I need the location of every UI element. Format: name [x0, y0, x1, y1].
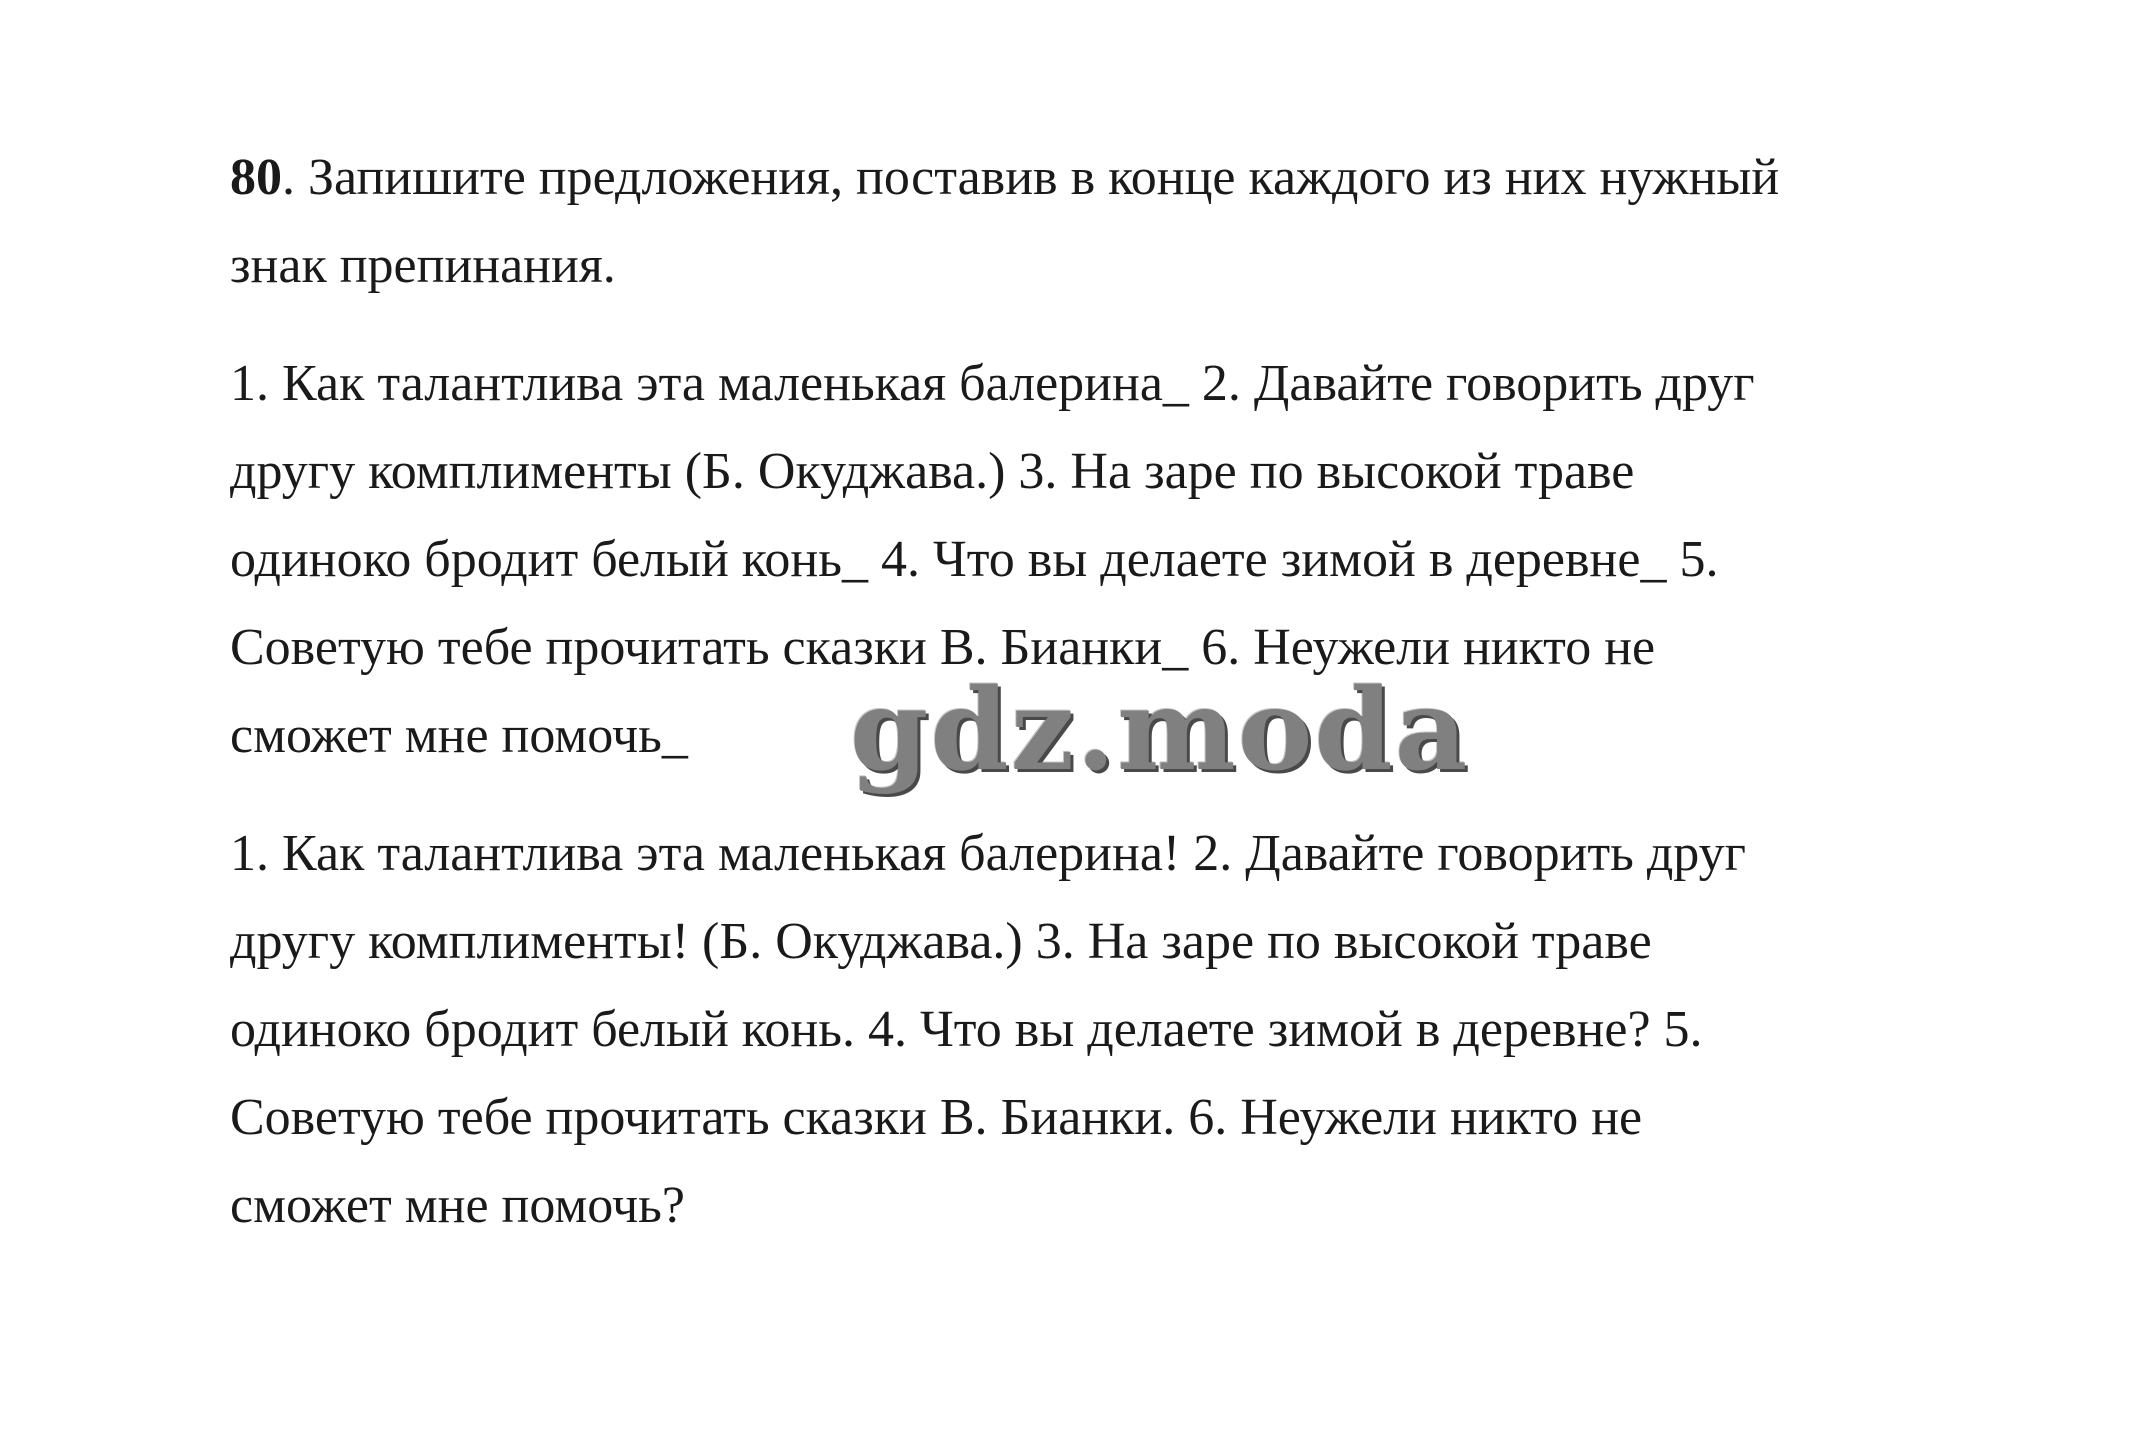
answer-line-4: Советую тебе прочитать сказки В. Бианки. 6. Неужели никто не	[230, 1089, 1643, 1146]
exercise-line-2: другу комплименты (Б. Окуджава.) 3. На заре по высокой траве	[230, 443, 1635, 500]
watermark-logo: gdz.moda	[850, 665, 1470, 796]
task-line-2: знак препинания.	[230, 237, 616, 294]
exercise-line-4: Советую тебе прочитать сказки В. Бианки_ 6. Неужели никто не	[230, 619, 1656, 676]
exercise-line-1: 1. Как талантлива эта маленькая балерина_ 2. Давайте говорить друг	[230, 355, 1755, 412]
task-line-1	[230, 149, 1780, 206]
answer-line-3: одиноко бродит белый конь. 4. Что вы делаете зимой в деревне? 5.	[230, 1001, 1703, 1058]
exercise-line-5: сможет мне помочь_	[230, 707, 688, 764]
task-text: . Запишите предложения, поставив в конце каждого из них нужный	[282, 149, 1780, 206]
task-number: 80	[230, 149, 282, 206]
answer-line-2: другу комплименты! (Б. Окуджава.) 3. На заре по высокой траве	[230, 913, 1652, 970]
exercise-line-3: одиноко бродит белый конь_ 4. Что вы делаете зимой в деревне_ 5.	[230, 531, 1719, 588]
answer-line-1: 1. Как талантлива эта маленькая балерина! 2. Давайте говорить друг	[230, 825, 1746, 882]
answer-line-5: сможет мне помочь?	[230, 1177, 685, 1234]
